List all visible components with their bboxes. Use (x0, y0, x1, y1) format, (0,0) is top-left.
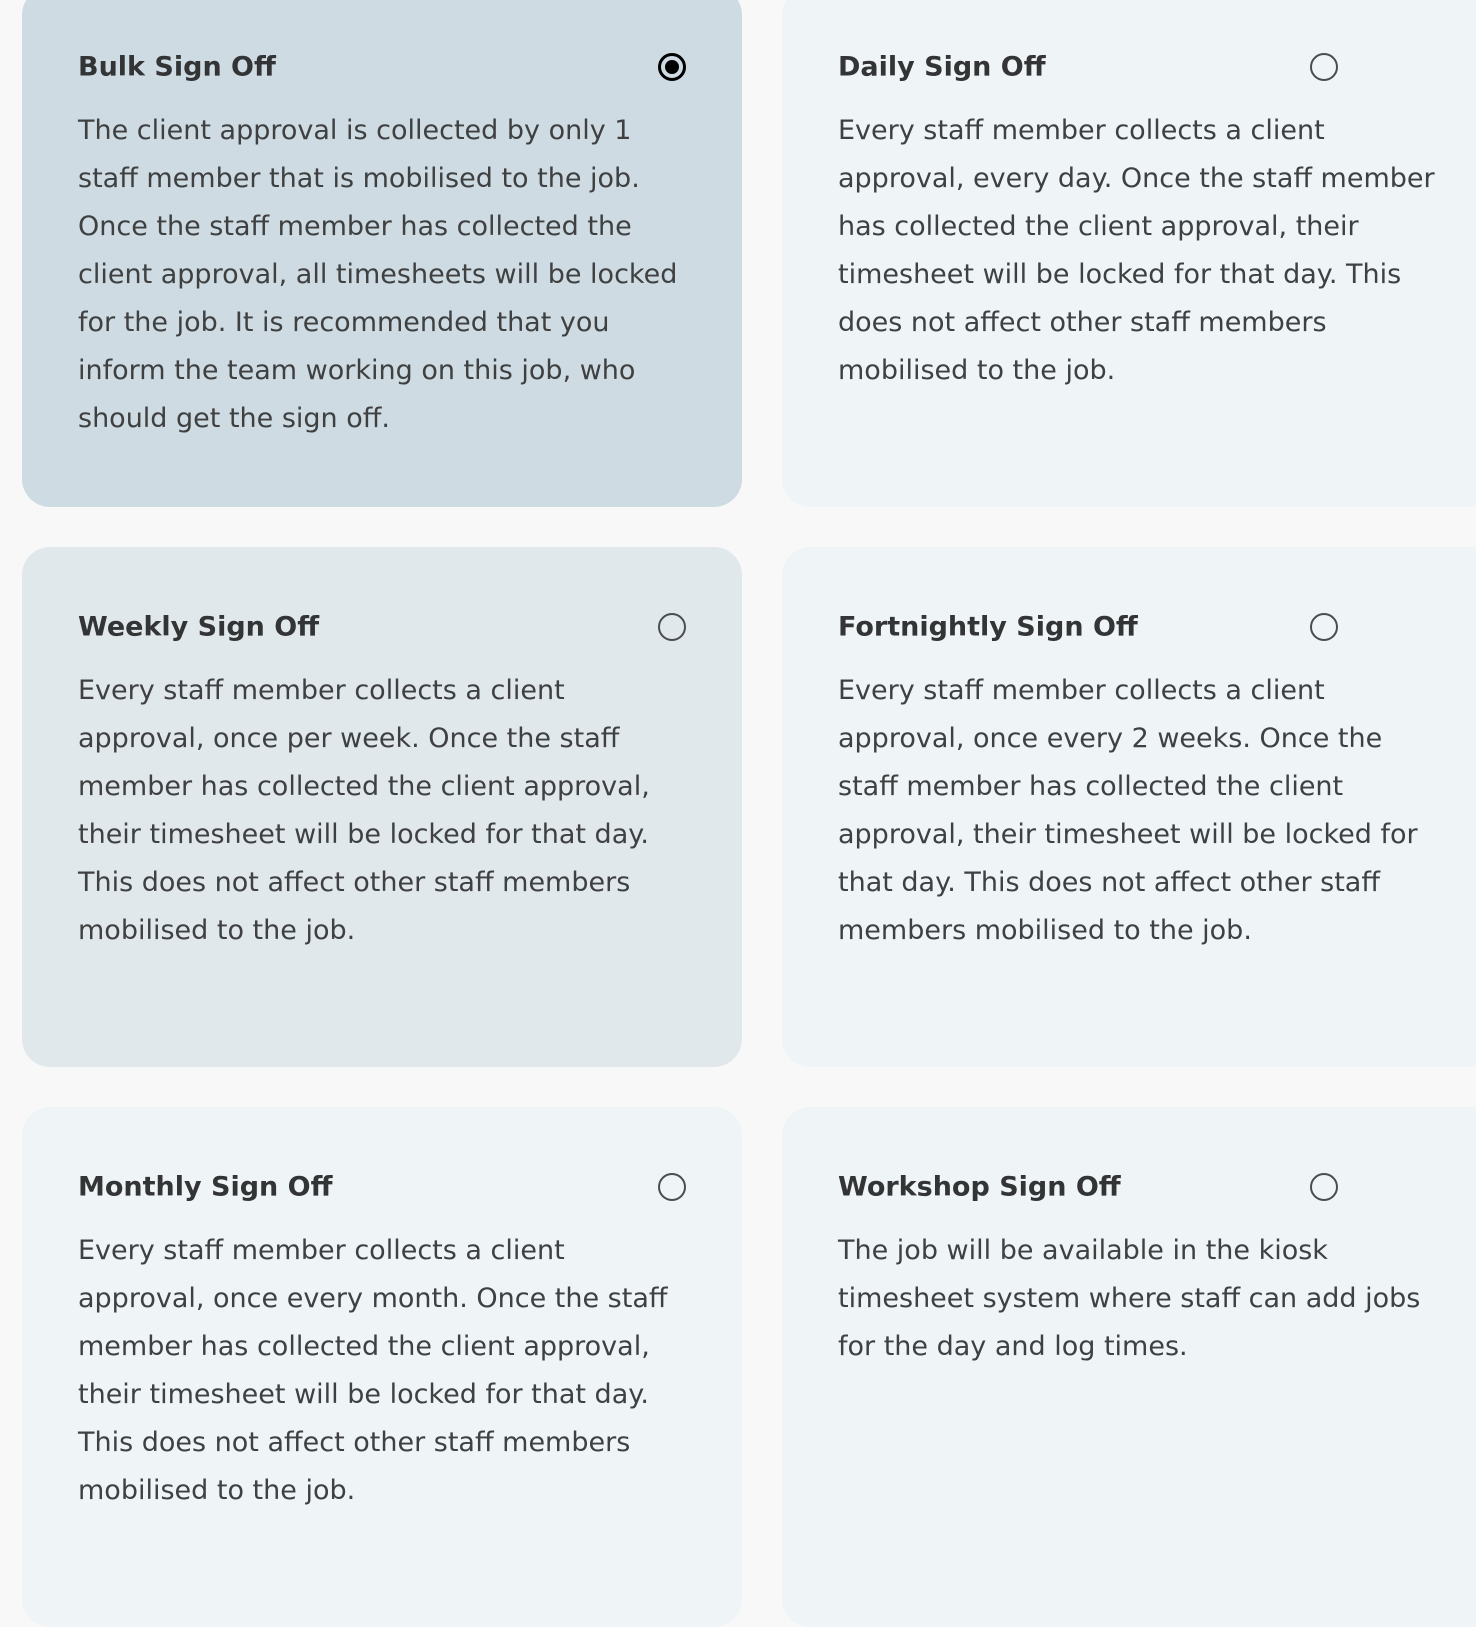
option-card-weekly-sign-off[interactable] (22, 547, 742, 1067)
option-card-header (78, 1155, 686, 1219)
option-title: Bulk Sign Off (78, 51, 276, 83)
option-card-fortnightly-sign-off[interactable] (782, 547, 1476, 1067)
radio-button-unchecked-icon[interactable] (658, 1173, 686, 1201)
radio-button-unchecked-icon[interactable] (1310, 1173, 1338, 1201)
option-card-header (838, 1155, 1446, 1219)
option-card-monthly-sign-off[interactable] (22, 1107, 742, 1627)
radio-button-unchecked-icon[interactable] (1310, 613, 1338, 641)
option-card-bulk-sign-off[interactable] (22, 0, 742, 507)
option-description: Every staff member collects a client approval, once per week. Once the staff member has collected the client approval, their timesheet will be locked for that day. This does not affect other staff members mobilised to the job. (78, 675, 650, 946)
option-title: Monthly Sign Off (78, 1171, 333, 1203)
radio-button-unchecked-icon[interactable] (1310, 53, 1338, 81)
option-title: Weekly Sign Off (78, 611, 320, 643)
option-card-header (78, 35, 686, 99)
option-card-header (838, 35, 1446, 99)
option-card-header (78, 595, 686, 659)
radio-button-checked-icon[interactable] (658, 53, 686, 81)
option-card-header (838, 595, 1446, 659)
option-card-daily-sign-off[interactable] (782, 0, 1476, 507)
option-title: Fortnightly Sign Off (838, 611, 1138, 643)
radio-button-unchecked-icon[interactable] (658, 613, 686, 641)
option-card-workshop-sign-off[interactable] (782, 1107, 1476, 1627)
option-description: The client approval is collected by only 1 staff member that is mobilised to the job. Once the staff member has collected the client approval, all timesheets will be locked for the job. It is recommended that you inform the team working on this job, who should get the sign off. (78, 115, 678, 434)
option-title: Daily Sign Off (838, 51, 1046, 83)
option-description: The job will be available in the kiosk timesheet system where staff can add jobs for the day and log times. (838, 1235, 1421, 1362)
option-description: Every staff member collects a client approval, once every 2 weeks. Once the staff member has collected the client approval, their timesheet will be locked for that day. This does not affect other staff members mobilised to the job. (838, 675, 1418, 946)
option-title: Workshop Sign Off (838, 1171, 1121, 1203)
option-description: Every staff member collects a client approval, once every month. Once the staff member has collected the client approval, their timesheet will be locked for that day. This does not affect other staff members mobilised to the job. (78, 1235, 668, 1506)
option-description: Every staff member collects a client approval, every day. Once the staff member has collected the client approval, their timesheet will be locked for that day. This does not affect other staff members mobilised to the job. (838, 115, 1435, 386)
